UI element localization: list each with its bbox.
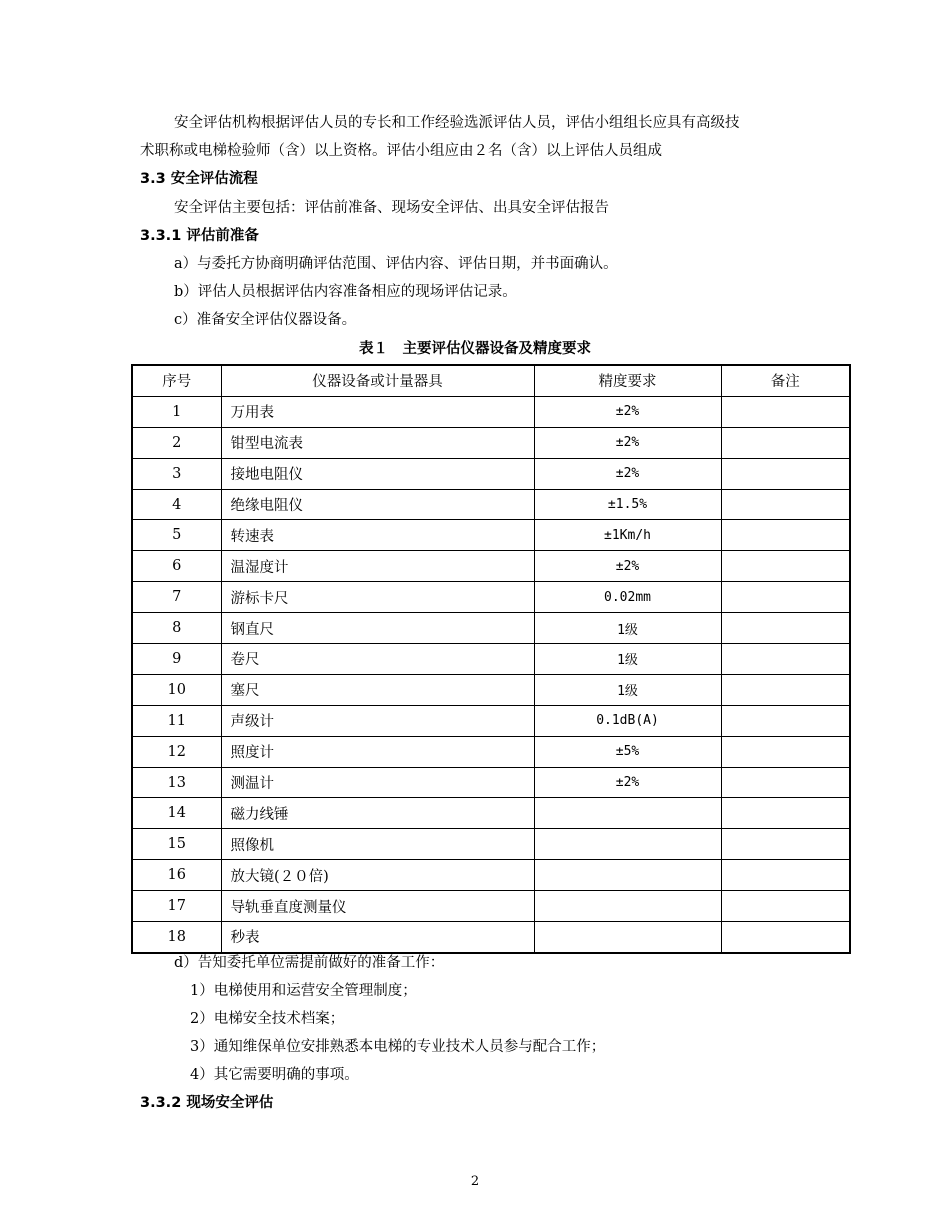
section-heading-3-3-2: 3.3.2 现场安全评估	[140, 1095, 274, 1111]
row-precision: ±2%	[534, 396, 721, 427]
row-precision	[534, 829, 721, 860]
list-item-d: d）告知委托单位需提前做好的准备工作：	[174, 955, 445, 971]
instrument-table	[131, 364, 851, 954]
header-index: 序号	[132, 365, 221, 396]
table-row	[132, 458, 850, 489]
section-heading-3-3-1: 3.3.1 评估前准备	[140, 228, 259, 244]
table-row	[132, 860, 850, 891]
row-remarks	[721, 551, 850, 582]
row-instrument: 测温计	[221, 767, 534, 798]
table-row	[132, 644, 850, 675]
header-instrument: 仪器设备或计量器具	[221, 365, 534, 396]
row-precision: ±2%	[534, 458, 721, 489]
header-precision: 精度要求	[534, 365, 721, 396]
row-remarks	[721, 674, 850, 705]
row-remarks	[721, 458, 850, 489]
row-instrument: 照度计	[221, 736, 534, 767]
row-precision	[534, 891, 721, 922]
row-precision	[534, 798, 721, 829]
subitem-2: 2）电梯安全技术档案；	[190, 1011, 345, 1027]
row-precision: 0.02mm	[534, 582, 721, 613]
row-remarks	[721, 891, 850, 922]
row-remarks	[721, 396, 850, 427]
row-index: 16	[132, 860, 221, 891]
row-index: 2	[132, 427, 221, 458]
row-instrument: 放大镜(２０倍)	[221, 860, 534, 891]
row-index: 8	[132, 613, 221, 644]
row-index: 7	[132, 582, 221, 613]
header-remarks: 备注	[721, 365, 850, 396]
row-precision: ±2%	[534, 767, 721, 798]
row-remarks	[721, 798, 850, 829]
row-index: 3	[132, 458, 221, 489]
subitem-4: 4）其它需要明确的事项。	[190, 1067, 359, 1083]
row-instrument: 钳型电流表	[221, 427, 534, 458]
row-instrument: 绝缘电阻仪	[221, 489, 534, 520]
table-row	[132, 396, 850, 427]
table-row	[132, 767, 850, 798]
row-instrument: 钢直尺	[221, 613, 534, 644]
list-item-b: b）评估人员根据评估内容准备相应的现场评估记录。	[174, 284, 517, 300]
row-index: 4	[132, 489, 221, 520]
subitem-1: 1）电梯使用和运营安全管理制度；	[190, 983, 417, 999]
paragraph-line-1: 安全评估机构根据评估人员的专长和工作经验选派评估人员，评估小组组长应具有高级技	[174, 115, 740, 131]
row-instrument: 磁力线锤	[221, 798, 534, 829]
row-remarks	[721, 705, 850, 736]
row-precision	[534, 922, 721, 953]
row-index: 9	[132, 644, 221, 675]
table-row	[132, 891, 850, 922]
row-index: 6	[132, 551, 221, 582]
row-instrument: 秒表	[221, 922, 534, 953]
list-item-c: c）准备安全评估仪器设备。	[174, 312, 357, 328]
table-caption: 表１ 主要评估仪器设备及精度要求	[359, 341, 591, 357]
row-precision: 1级	[534, 613, 721, 644]
table-row	[132, 922, 850, 953]
row-precision	[534, 860, 721, 891]
row-remarks	[721, 613, 850, 644]
table-row	[132, 674, 850, 705]
page-number: 2	[470, 1174, 480, 1189]
table-body	[132, 396, 850, 953]
row-remarks	[721, 427, 850, 458]
row-precision: 0.1dB(A)	[534, 705, 721, 736]
table-row	[132, 829, 850, 860]
row-index: 5	[132, 520, 221, 551]
row-instrument: 导轨垂直度测量仪	[221, 891, 534, 922]
row-index: 10	[132, 674, 221, 705]
row-remarks	[721, 582, 850, 613]
row-index: 11	[132, 705, 221, 736]
list-item-a: a）与委托方协商明确评估范围、评估内容、评估日期，并书面确认。	[174, 256, 618, 272]
row-index: 17	[132, 891, 221, 922]
row-index: 14	[132, 798, 221, 829]
table-row	[132, 613, 850, 644]
table-row	[132, 520, 850, 551]
row-remarks	[721, 829, 850, 860]
row-precision: ±2%	[534, 551, 721, 582]
section-heading-3-3: 3.3 安全评估流程	[140, 171, 258, 187]
row-instrument: 声级计	[221, 705, 534, 736]
row-index: 15	[132, 829, 221, 860]
row-precision: ±2%	[534, 427, 721, 458]
table-row	[132, 582, 850, 613]
row-remarks	[721, 860, 850, 891]
row-precision: ±1.5%	[534, 489, 721, 520]
row-index: 13	[132, 767, 221, 798]
row-instrument: 万用表	[221, 396, 534, 427]
table-header-row	[132, 365, 850, 396]
table-row	[132, 736, 850, 767]
row-index: 12	[132, 736, 221, 767]
table-row	[132, 489, 850, 520]
table-row	[132, 705, 850, 736]
table-row	[132, 798, 850, 829]
row-instrument: 卷尺	[221, 644, 534, 675]
row-instrument: 照像机	[221, 829, 534, 860]
row-remarks	[721, 767, 850, 798]
row-precision: ±1Km/h	[534, 520, 721, 551]
subitem-3: 3）通知维保单位安排熟悉本电梯的专业技术人员参与配合工作；	[190, 1039, 606, 1055]
table-row	[132, 551, 850, 582]
row-instrument: 温湿度计	[221, 551, 534, 582]
row-index: 1	[132, 396, 221, 427]
paragraph-line-2: 术职称或电梯检验师（含）以上资格。评估小组应由２名（含）以上评估人员组成	[140, 143, 662, 159]
row-instrument: 接地电阻仪	[221, 458, 534, 489]
row-remarks	[721, 922, 850, 953]
row-precision: ±5%	[534, 736, 721, 767]
row-remarks	[721, 736, 850, 767]
row-remarks	[721, 520, 850, 551]
row-remarks	[721, 489, 850, 520]
section-3-3-text: 安全评估主要包括：评估前准备、现场安全评估、出具安全评估报告	[174, 200, 609, 216]
row-precision: 1级	[534, 674, 721, 705]
row-precision: 1级	[534, 644, 721, 675]
row-remarks	[721, 644, 850, 675]
row-index: 18	[132, 922, 221, 953]
row-instrument: 塞尺	[221, 674, 534, 705]
row-instrument: 游标卡尺	[221, 582, 534, 613]
table-row	[132, 427, 850, 458]
row-instrument: 转速表	[221, 520, 534, 551]
